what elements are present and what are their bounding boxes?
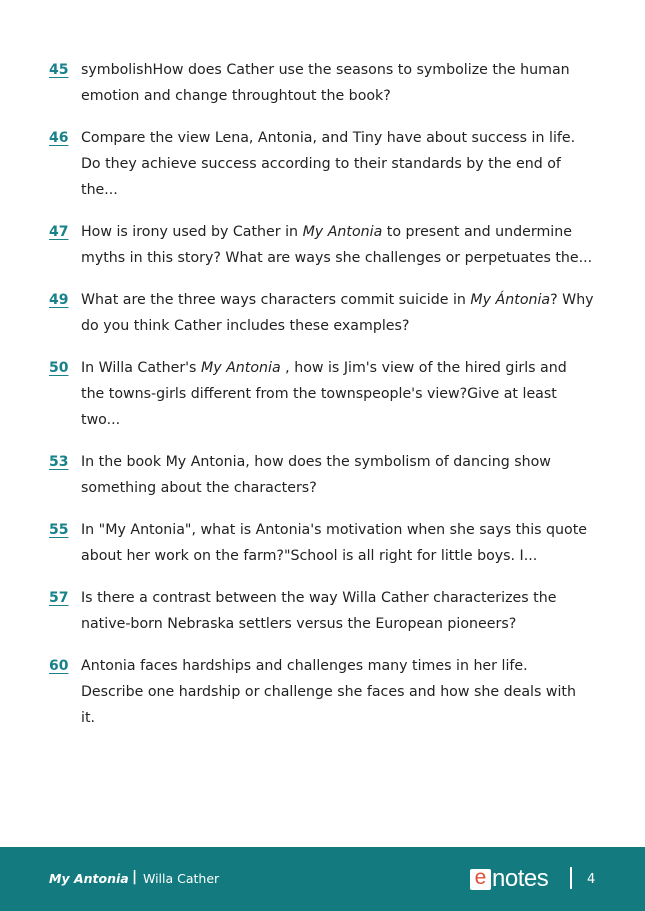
page-number: 4 (587, 872, 596, 887)
question-item (49, 219, 594, 271)
question-text-title: My Antonia (200, 360, 281, 376)
question-text (81, 287, 594, 339)
footer-bar (0, 847, 645, 911)
footer-book-title: My Antonia (49, 871, 129, 886)
question-text (81, 57, 594, 109)
question-text-title: My Ántonia (470, 292, 551, 308)
question-item (49, 355, 594, 433)
question-number-link[interactable]: 57 (49, 590, 69, 606)
question-number-link[interactable]: 49 (49, 292, 69, 308)
question-text-part: What are the three ways characters commit suicide in (81, 292, 471, 308)
question-text-part: In Willa Cather's (81, 360, 201, 376)
question-text-part: ? Why do you think Cather includes these examples? (81, 292, 594, 334)
question-text (81, 125, 594, 203)
question-text-part: , how is Jim's view of the hired girls and the towns-girls different from the townspeople's view?Give at least two... (81, 360, 567, 428)
question-number-link[interactable]: 50 (49, 360, 69, 376)
question-item (49, 653, 594, 731)
question-number-link[interactable]: 46 (49, 130, 69, 146)
question-number-link[interactable]: 53 (49, 454, 69, 470)
enotes-logo-icon (470, 865, 491, 890)
question-text (81, 585, 594, 637)
enotes-logo[interactable] (470, 866, 548, 892)
question-text-part: How is irony used by Cather in (81, 224, 303, 240)
question-text-part: Antonia faces hardships and challenges many times in her life. Describe one hardship or challenge she faces and how she deals with it. (81, 658, 576, 726)
question-number-link[interactable]: 45 (49, 62, 69, 78)
question-text-part: to present and undermine myths in this story? What are ways she challenges or perpetuates the... (81, 224, 593, 266)
question-item (49, 585, 594, 637)
question-text (81, 517, 594, 569)
question-text-part: In the book My Antonia, how does the symbolism of dancing show something about the characters? (81, 454, 551, 496)
footer-author: Willa Cather (143, 871, 220, 886)
question-item (49, 449, 594, 501)
question-text (81, 355, 594, 433)
question-list (49, 57, 594, 747)
question-text (81, 449, 594, 501)
question-text-part: Compare the view Lena, Antonia, and Tiny have about success in life. Do they achieve success according to their standards by the end of the... (81, 130, 576, 198)
question-item (49, 287, 594, 339)
question-item (49, 125, 594, 203)
question-text-title: My Antonia (302, 224, 383, 240)
footer-separator: | (132, 869, 138, 885)
logo-letter: e (474, 865, 487, 889)
question-text (81, 653, 594, 731)
question-item (49, 517, 594, 569)
question-number-link[interactable]: 47 (49, 224, 69, 240)
question-number-link[interactable]: 60 (49, 658, 69, 674)
logo-text: notes (492, 865, 549, 892)
question-text-part: Is there a contrast between the way Willa Cather characterizes the native-born Nebraska settlers versus the European pioneers? (81, 590, 557, 632)
question-text (81, 219, 594, 271)
question-text-part: In "My Antonia", what is Antonia's motivation when she says this quote about her work on the farm?"School is all right for little boys. I... (81, 522, 588, 564)
question-item (49, 57, 594, 109)
question-number-link[interactable]: 55 (49, 522, 69, 538)
footer-divider (570, 867, 572, 889)
question-text-part: symbolishHow does Cather use the seasons to symbolize the human emotion and change throughtout the book? (81, 62, 570, 104)
